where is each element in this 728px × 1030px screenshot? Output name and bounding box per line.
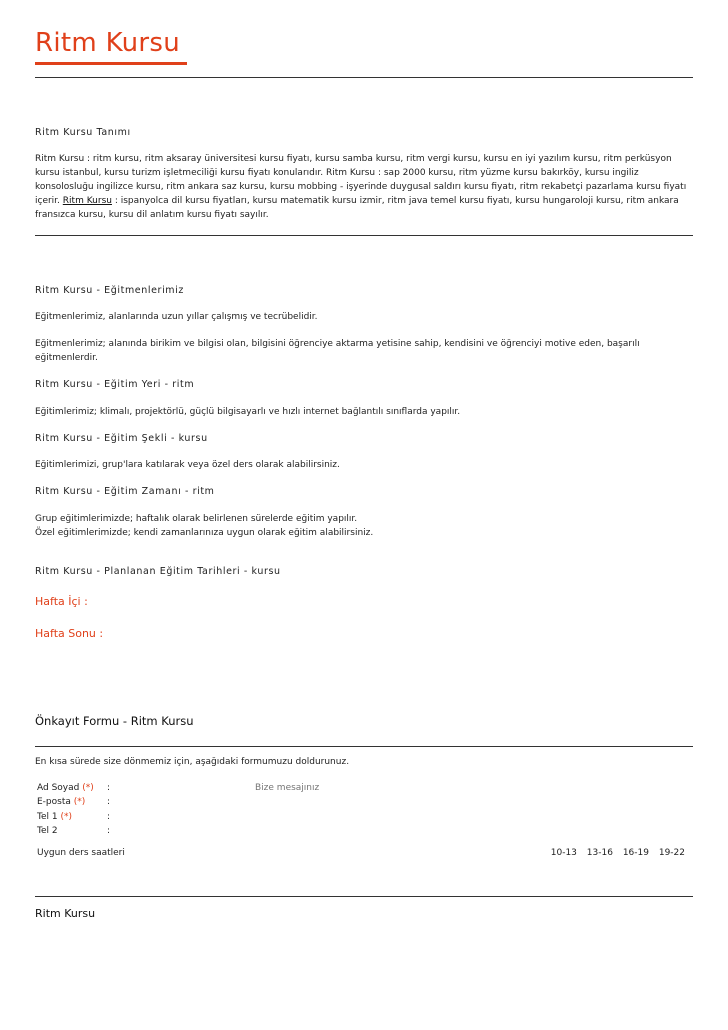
- title-underline: [35, 62, 187, 65]
- tanim-text-after: : ispanyolca dil kursu fiyatları, kursu matematik kursu izmir, ritm java temel kursu fiyatı, kursu hungaroloji kursu, ritm ankara fransızca kursu, kursu dil anlatım kursu fiyatı sayılır.: [35, 196, 679, 220]
- divider: [35, 896, 693, 897]
- section-heading-zaman: Ritm Kursu - Eğitim Zamanı - ritm: [35, 486, 215, 497]
- yer-paragraph: Eğitimlerimiz; klimalı, projektörlü, güçlü bilgisayarlı ve hızlı internet bağlantılı sınıflarda yapılır.: [35, 407, 461, 417]
- required-mark: (*): [73, 797, 86, 807]
- field-label: Tel 2: [37, 826, 58, 836]
- ritm-kursu-link[interactable]: Ritm Kursu: [62, 196, 112, 206]
- divider: [35, 235, 693, 236]
- section-heading-yer: Ritm Kursu - Eğitim Yeri - ritm: [35, 379, 195, 390]
- tanim-paragraph: [35, 152, 693, 222]
- hafta-ici-label: Hafta İçi :: [35, 595, 88, 608]
- page-title: Ritm Kursu: [35, 28, 181, 58]
- zaman-paragraph-1: Grup eğitimlerimizde; haftalık olarak belirlenen sürelerde eğitim yapılır.: [35, 514, 358, 524]
- hours-options: [544, 848, 685, 858]
- hour-slot-13-16[interactable]: 13-16: [586, 848, 613, 858]
- field-label: Tel 1: [37, 812, 58, 822]
- field-colon: :: [107, 812, 111, 822]
- required-mark: (*): [60, 812, 72, 822]
- form-row-tel1: [35, 812, 693, 825]
- ad-soyad-input[interactable]: [119, 783, 239, 795]
- hour-slot-10-13[interactable]: 10-13: [550, 848, 577, 858]
- eposta-input[interactable]: [119, 797, 239, 809]
- section-heading-egitmen: Ritm Kursu - Eğitmenlerimiz: [35, 285, 184, 296]
- field-colon: :: [107, 797, 111, 807]
- hafta-sonu-label: Hafta Sonu :: [35, 627, 104, 640]
- field-label: Ad Soyad: [37, 783, 80, 793]
- footer-title: Ritm Kursu: [35, 907, 96, 920]
- section-heading-tanim: Ritm Kursu Tanımı: [35, 127, 131, 138]
- form-row-tel2: [35, 826, 693, 839]
- section-heading-tarih: Ritm Kursu - Planlanan Eğitim Tarihleri - kursu: [35, 566, 281, 577]
- field-colon: :: [107, 826, 111, 836]
- required-mark: (*): [82, 783, 94, 793]
- hours-label: Uygun ders saatleri: [37, 848, 125, 858]
- divider: [35, 746, 693, 747]
- field-colon: :: [107, 783, 111, 793]
- message-input[interactable]: [255, 783, 455, 793]
- field-label: E-posta: [37, 797, 71, 807]
- section-heading-sekil: Ritm Kursu - Eğitim Şekli - kursu: [35, 433, 208, 444]
- tanim-text-before: Ritm Kursu : ritm kursu, ritm aksaray üniversitesi kursu fiyatı, kursu samba kursu, ritm vergi kursu, kursu en iyi yazılım kursu, ritm perküsyon kursu istanbul, kursu turizm işletmeciliği kursu fiyatı konularıdır. Ritm Kursu : sap 2000 kursu, ritm yüzme kursu bakırköy, kursu ingiliz konsolosluğu ingilizce kursu, ritm ankara saz kursu, kursu mobbing - işyerinde duygusal saldırı kursu fiyatı, ritm rekabetçi pazarlama kursu fiyatı içerir.: [35, 154, 687, 206]
- tel2-input[interactable]: [119, 826, 239, 838]
- hour-slot-16-19[interactable]: 16-19: [622, 848, 649, 858]
- form-intro: En kısa sürede size dönmemiz için, aşağıdaki formumuzu doldurunuz.: [35, 757, 350, 767]
- zaman-paragraph-2: Özel eğitimlerimizde; kendi zamanlarınıza uygun olarak eğitim alabilirsiniz.: [35, 528, 374, 538]
- egitmen-paragraph-2: Eğitmenlerimiz; alanında birikim ve bilgisi olan, bilgisini öğrenciye aktarma yetisine sahip, kendisini ve öğrenciyi motive eden, başarılı eğitmenlerdir.: [35, 339, 640, 363]
- form-row-eposta: [35, 797, 693, 810]
- tel1-input[interactable]: [119, 812, 239, 824]
- sekil-paragraph: Eğitimlerimizi, grup'lara katılarak veya özel ders olarak alabilirsiniz.: [35, 460, 340, 470]
- egitmen-paragraph-1: Eğitmenlerimiz, alanlarında uzun yıllar çalışmış ve tecrübelidir.: [35, 312, 318, 322]
- divider: [35, 77, 693, 78]
- hour-slot-19-22[interactable]: 19-22: [658, 848, 685, 858]
- form-heading: Önkayıt Formu - Ritm Kursu: [35, 714, 194, 728]
